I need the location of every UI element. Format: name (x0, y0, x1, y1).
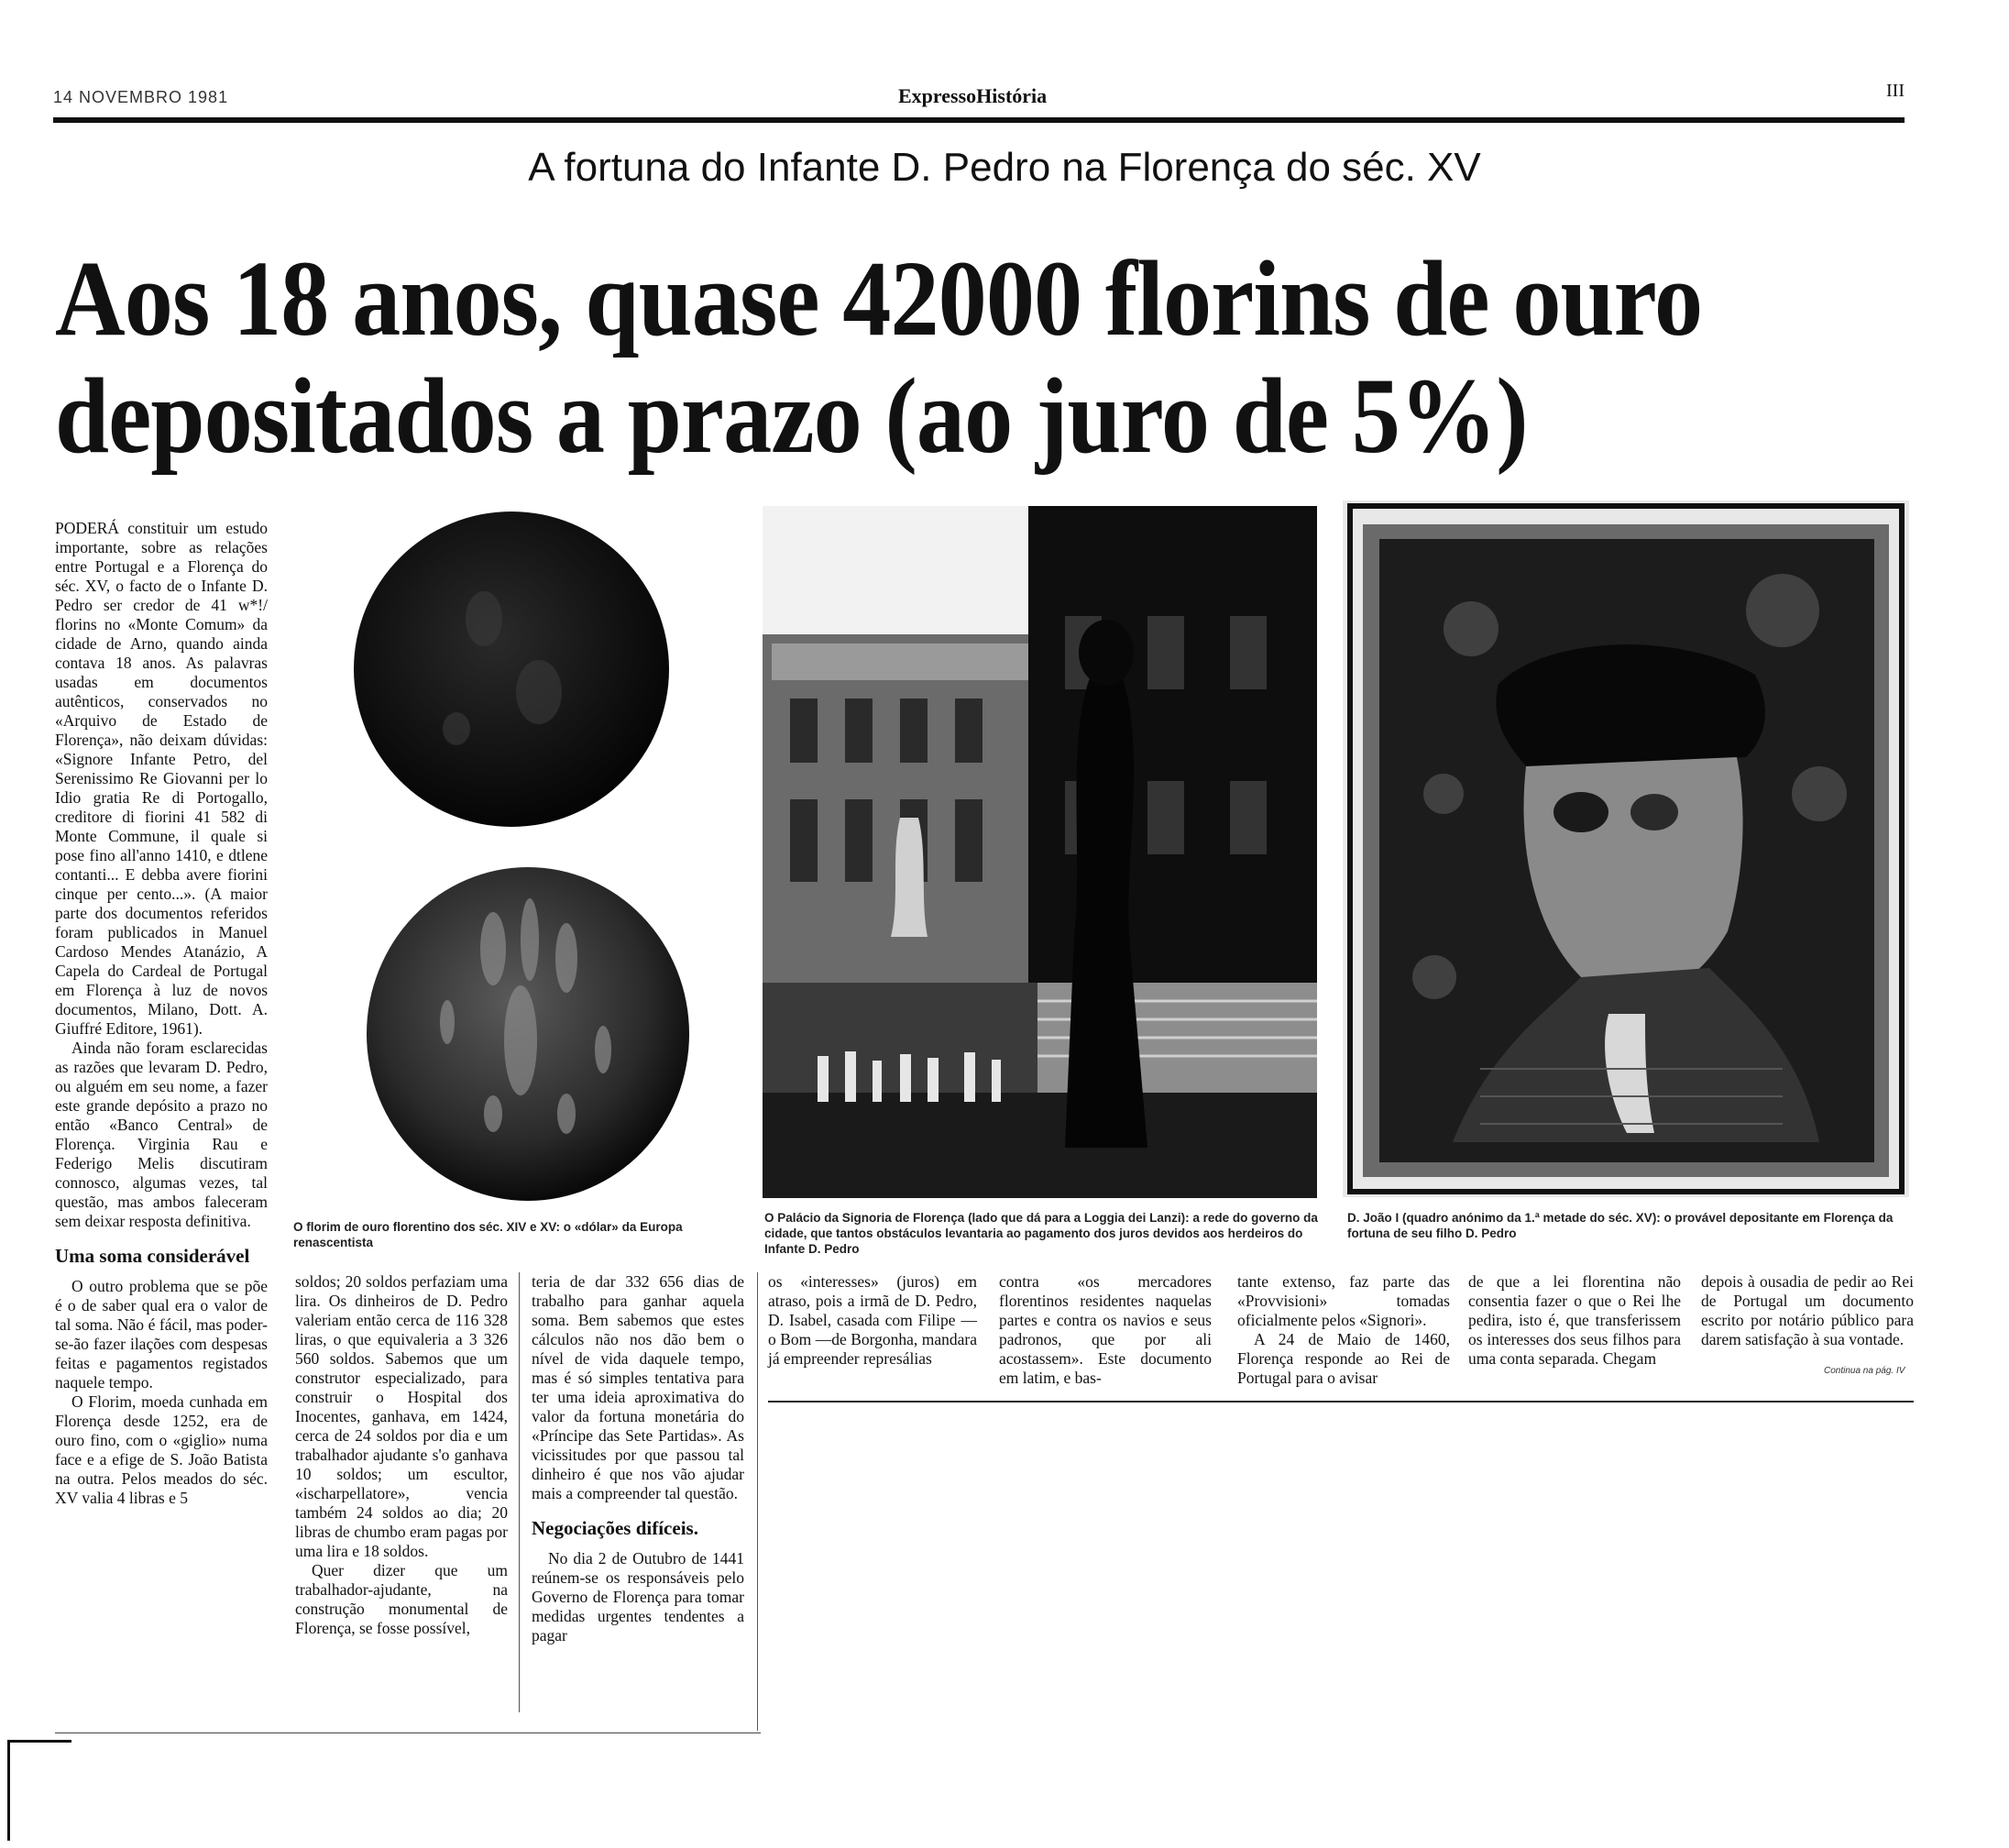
coins-photo (291, 509, 750, 1215)
headline (55, 240, 1746, 475)
corner-mark (7, 1740, 71, 1743)
paragraph: Quer dizer que um trabalhador-ajudante, na construção monumental de Florença, se fosse possível, (295, 1561, 508, 1637)
florin-coins-image (291, 509, 750, 1215)
page-number: III (1886, 81, 1905, 101)
paragraph: A 24 de Maio de 1460, Florença responde ao Rei de Portugal para o avisar (1237, 1330, 1450, 1387)
corner-mark (7, 1740, 10, 1841)
paragraph: tante extenso, faz parte das «Provvisioni» tomadas oficialmente pelos «Signori». (1237, 1272, 1450, 1329)
paragraph: soldos; 20 soldos perfaziam uma lira. Os dinheiros de D. Pedro valeriam então cerca de 116 328 liras, o que equivaleria a 3 326 560 soldos. Sabemos que um construtor especializado, para construir o Hospital dos Inocentes, ganhava, em 1424, cerca de 24 soldos por dia e um trabalhador ajudante s'o ganhava 10 soldos; um escultor, «ischarpellatore», vencia também 24 soldos ao dia; 20 libras de chumbo eram pagas por uma lira e 18 soldos. (295, 1272, 508, 1560)
paragraph: O outro problema que se põe é o de saber qual era o valor de tal soma. Não é fácil, mas poder-se-ão fazer ilações com despesas feitas e pagamentos registados naquele tempo. (55, 1277, 268, 1392)
palace-caption: O Palácio da Signoria de Florença (lado que dá para a Loggia dei Lanzi): a rede do governo da cidade, que tantos obstáculos levantaria ao pagamento dos juros devidos aos herdeiros do Infante D. Pedro (764, 1211, 1318, 1256)
masthead: ExpressoHistória (898, 84, 1048, 107)
subheading: Negociações difíceis. (532, 1517, 698, 1539)
dom-joao-portrait-image (1343, 500, 1909, 1197)
coin-obverse (354, 512, 669, 827)
portrait-caption: D. João I (quadro anónimo da 1.ª metade do séc. XV): o provável depositante em Florença da fortuna de seu filho D. Pedro (1347, 1211, 1894, 1240)
column-divider (519, 1272, 520, 1712)
headline-line-2: depositados a prazo (ao juro de 5%) (55, 356, 1528, 476)
paragraph: O Florim, moeda cunhada em Florença desde 1252, era de ouro fino, com o «giglio» numa face e a efige de S. João Batista na outra. Pelos meados do séc. XV valia 4 libras e 5 (55, 1392, 268, 1507)
paragraph: de que a lei florentina não consentia fazer o que o Rei lhe pedira, isto é, que transferissem os interesses dos seus filhos para uma conta separada. Chegam (1468, 1272, 1681, 1368)
page-bottom-rule (55, 1732, 761, 1733)
paragraph: No dia 2 de Outubro de 1441 reúnem-se os responsáveis pelo Governo de Florença para tomar medidas urgentes tendentes a pagar (532, 1549, 744, 1644)
paragraph: PODERÁ constituir um estudo importante, sobre as relações entre Portugal e a Florença do séc. XV, o facto de o Infante D. Pedro ser credor de 41 w*!/ florins no «Monte Comum» da cidade de Arno, quando ainda contava 18 anos. As palavras usadas em documentos autênticos, conservados no «Arquivo de Estado de Florença», não deixam dúvidas: «Signore Infante Petro, del Serenissimo Re Giovanni per lo Idio gratia Re di Portogallo, creditore di fiorini 41 582 di Monte Commune, il quale si pose fino all'anno 1410, e dtlene contanti... E debba avere fiorini cinque per cento...». (A maior parte dos documentos referidos foram publicados in Manuel Cardoso Mendes Atanázio, A Capela do Cardeal de Portugal em Florença à luz de novos documentos, Milano, Dott. A. Giuffré Editore, 1961). (55, 519, 268, 1038)
paragraph: Ainda não foram esclarecidas as razões que levaram D. Pedro, ou alguém em seu nome, a fazer este grande depósito a prazo no então «Banco Central» de Florença. Virginia Rau e Federigo Melis discutiram connosco, algumas vezes, tal questão, mas ambos faleceram sem deixar resposta definitiva. (55, 1039, 268, 1230)
continued-note: Continua na pág. IV (1824, 1366, 1905, 1376)
issue-date: 14 NOVEMBRO 1981 (53, 88, 229, 106)
column-divider (757, 1272, 758, 1731)
paragraph: depois à ousadia de pedir ao Rei de Portugal um documento escrito por notário público para darem satisfação à sua vontade. (1701, 1272, 1914, 1348)
paragraph: contra «os mercadores florentinos residentes naquelas partes e contra os navios e seus padronos, que por ali acostassem». Este documento em latim, e bas- (999, 1272, 1212, 1387)
article-column-8 (1701, 1272, 1914, 1349)
article-column-6 (1237, 1272, 1450, 1388)
kicker: A fortuna do Infante D. Pedro na Florença do séc. XV (528, 145, 1481, 190)
portrait-photo (1343, 500, 1909, 1197)
palace-photo (763, 506, 1317, 1198)
article-bottom-rule (768, 1401, 1914, 1402)
coins-caption: O florim de ouro florentino dos séc. XIV e XV: o «dólar» da Europa renascentista (293, 1220, 683, 1249)
article-column-4 (768, 1272, 977, 1369)
headline-line-1: Aos 18 anos, quase 42000 florins de ouro (55, 238, 1703, 358)
article-column-5 (999, 1272, 1212, 1388)
article-column-3 (532, 1272, 744, 1645)
article-column-2 (295, 1272, 508, 1638)
palazzo-signoria-image (763, 506, 1317, 1198)
subheading: Uma soma considerável (55, 1245, 250, 1267)
header-rule (53, 117, 1905, 123)
article-column-1 (55, 519, 268, 1508)
article-column-7 (1468, 1272, 1681, 1369)
paragraph: os «interesses» (juros) em atraso, pois a irmã de D. Pedro, D. Isabel, casada com Filipe — o Bom —de Borgonha, mandara já empreender represálias (768, 1272, 977, 1368)
paragraph: teria de dar 332 656 dias de trabalho para ganhar aquela soma. Bem sabemos que estes cálculos não nos dão bem o nível de vida daquele tempo, mas é só simples tentativa para ter uma ideia aproximativa do valor da fortuna monetária do «Príncipe das Sete Partidas». As vicissitudes por que passou tal dinheiro é que nos vão ajudar mais a compreender tal questão. (532, 1272, 744, 1502)
